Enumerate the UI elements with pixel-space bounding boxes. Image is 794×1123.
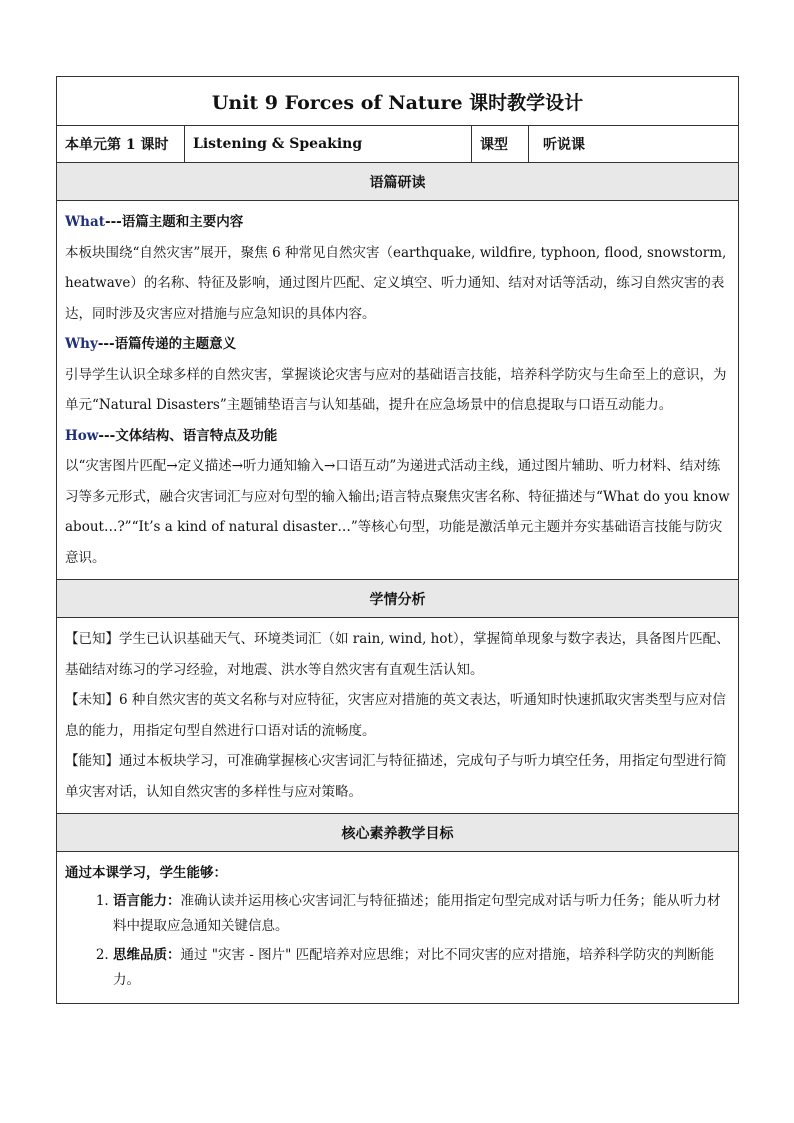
lesson-number-label: 本单元第 1 课时: [57, 126, 185, 163]
what-keyword: What: [65, 214, 105, 230]
how-heading: [65, 421, 730, 452]
unknown-text: 【未知】6 种自然灾害的英文名称与对应特征，灾害应对措施的英文表达，听通知时快速抓取灾害类型与应对信息的能力，用指定句型自然进行口语对话的流畅度。: [65, 692, 726, 739]
how-keyword: How: [65, 427, 99, 444]
able-text: 【能知】通过本板块学习，可准确掌握核心灾害词汇与特征描述，完成句子与听力填空任务，用指定句型进行简单灾害对话，认知自然灾害的多样性与应对策略。: [65, 753, 727, 800]
how-title: ---文体结构、语言特点及功能: [98, 427, 278, 444]
known-text: 【已知】学生已认识基础天气、环境类词汇（如 rain, wind, hot），掌握简单现象与数字表达，具备图片匹配、基础结对练习的学习经验，对地震、洪水等自然灾害有直观生活认知。: [65, 631, 730, 678]
section-header-analysis: 语篇研读: [57, 163, 739, 201]
lesson-name: Listening & Speaking: [185, 126, 472, 163]
lesson-plan-table: [56, 76, 739, 1004]
lesson-type-label: 课型: [472, 126, 529, 163]
why-keyword: Why: [65, 336, 98, 352]
section-header-learners: 学情分析: [57, 580, 739, 618]
why-heading: [65, 329, 730, 360]
goals-body-row: [57, 852, 739, 1004]
goals-intro: 通过本课学习，学生能够：: [65, 865, 227, 881]
goals-list: [65, 889, 730, 993]
title-row: [57, 77, 739, 126]
goal-item: [113, 943, 730, 993]
learners-body-row: [57, 618, 739, 814]
how-text: 以“灾害图片匹配→定义描述→听力通知输入→口语互动”为递进式活动主线，通过图片辅助、听力材料、结对练习等多元形式，融合灾害词汇与应对句型的输入输出;语言特点聚焦灾害名称、特征描述与“What do you know about…?”“It’s a kind of natural disaster…”等核心句型，功能是激活单元主题并夯实基础语言技能与防灾意识。: [65, 458, 730, 566]
goals-body: [57, 852, 739, 1004]
analysis-body: [57, 201, 739, 580]
lesson-type-value: 听说课: [529, 126, 739, 163]
why-text: 引导学生认识全球多样的自然灾害，掌握谈论灾害与应对的基础语言技能，培养科学防灾与生命至上的意识，为单元“Natural Disasters”主题铺垫语言与认知基础，提升在应急场景中的信息提取与口语互动能力。: [65, 366, 727, 413]
goal-item: [113, 889, 730, 939]
what-text: 本板块围绕“自然灾害”展开，聚焦 6 种常见自然灾害（earthquake, wildfire, typhoon, flood, snowstorm, heatwave）的名称、特征及影响，通过图片匹配、定义填空、听力通知、结对对话等活动，练习自然灾害的表达，同时涉及灾害应对措施与应急知识的具体内容。: [65, 244, 727, 322]
what-title: ---语篇主题和主要内容: [104, 214, 244, 230]
goal-label: 思维品质：: [113, 946, 181, 963]
what-heading: [65, 207, 730, 238]
lesson-plan-document: [56, 76, 738, 1004]
analysis-body-row: [57, 201, 739, 580]
learners-body: [57, 618, 739, 814]
goal-label: 语言能力：: [113, 892, 181, 909]
section-header-goals: 核心素养教学目标: [57, 814, 739, 852]
why-title: ---语篇传递的主题意义: [97, 336, 237, 352]
page-title: Unit 9 Forces of Nature 课时教学设计: [57, 77, 739, 126]
goal-text: 准确认读并运用核心灾害词汇与特征描述；能用指定句型完成对话与听力任务；能从听力材料中提取应急通知关键信息。: [113, 892, 721, 934]
info-row: [57, 126, 739, 163]
goal-text: 通过 "灾害 - 图片" 匹配培养对应思维；对比不同灾害的应对措施，培养科学防灾的判断能力。: [113, 946, 715, 988]
